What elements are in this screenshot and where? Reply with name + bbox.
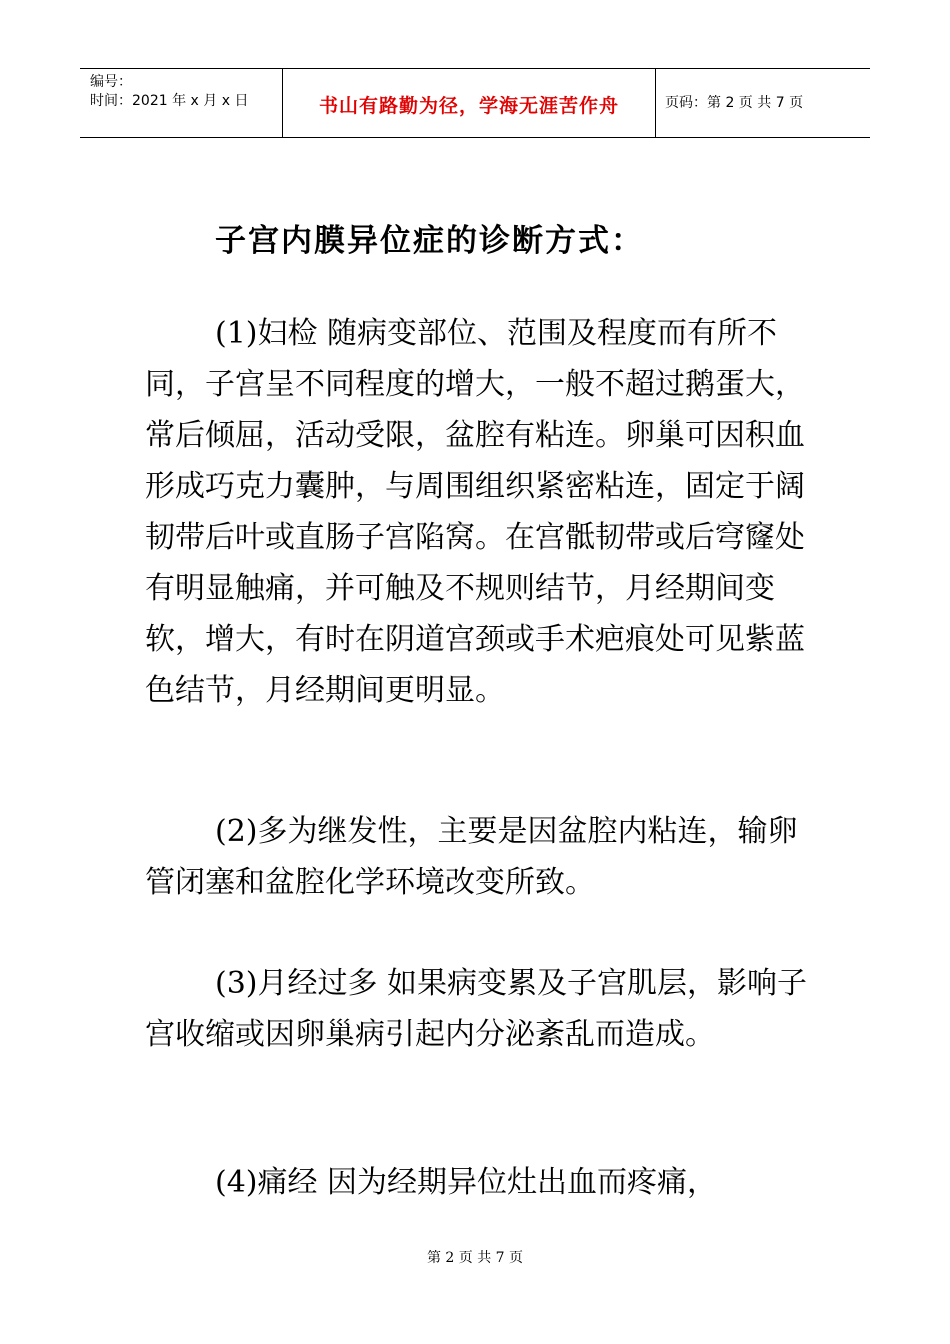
paragraph: (4)痛经 因为经期异位灶出血而疼痛， [215,1165,718,1200]
paragraph: (2)多为继发性，主要是因盆腔内粘连，输卵管闭塞和盆腔化学环境改变所致。 [145,814,798,900]
paragraph-block [145,958,825,1060]
paragraph: (3)月经过多 如果病变累及子宫肌层，影响子宫收缩或因卵巢病引起内分泌紊乱而造成。 [145,966,808,1052]
document-number-label: 编号： [90,74,132,90]
paragraph-block [145,308,825,716]
document-title: 子宫内膜异位症的诊断方式： [215,223,644,259]
paragraph-block [145,1157,825,1208]
paragraph: (1)妇检 随病变部位、范围及程度而有所不同，子宫呈不同程度的增大，一般不超过鹅蛋大，常后倾屈，活动受限，盆腔有粘连。卵巢可因积血形成巧克力囊肿，与周围组织紧密粘连，固定于阔韧带后叶或直肠子宫陷窝。在宫骶韧带或后穹窿处有明显触痛，并可触及不规则结节，月经期间变软，增大，有时在阴道宫颈或手术疤痕处可见紫蓝色结节，月经期间更明显。 [145,316,805,708]
page-footer: 第 2 页 共 7 页 [426,1250,524,1266]
document-time-label: 时间：2021 年 x 月 x 日 [90,93,249,109]
paragraph-block [145,806,825,908]
header-page-cell [655,69,870,137]
header-table [80,68,870,138]
header-info-cell [80,69,282,137]
header-motto-cell [282,69,656,137]
header-motto: 书山有路勤为径，学海无涯苦作舟 [318,95,619,117]
header-page-label: 页码：第 2 页 共 7 页 [665,95,804,111]
